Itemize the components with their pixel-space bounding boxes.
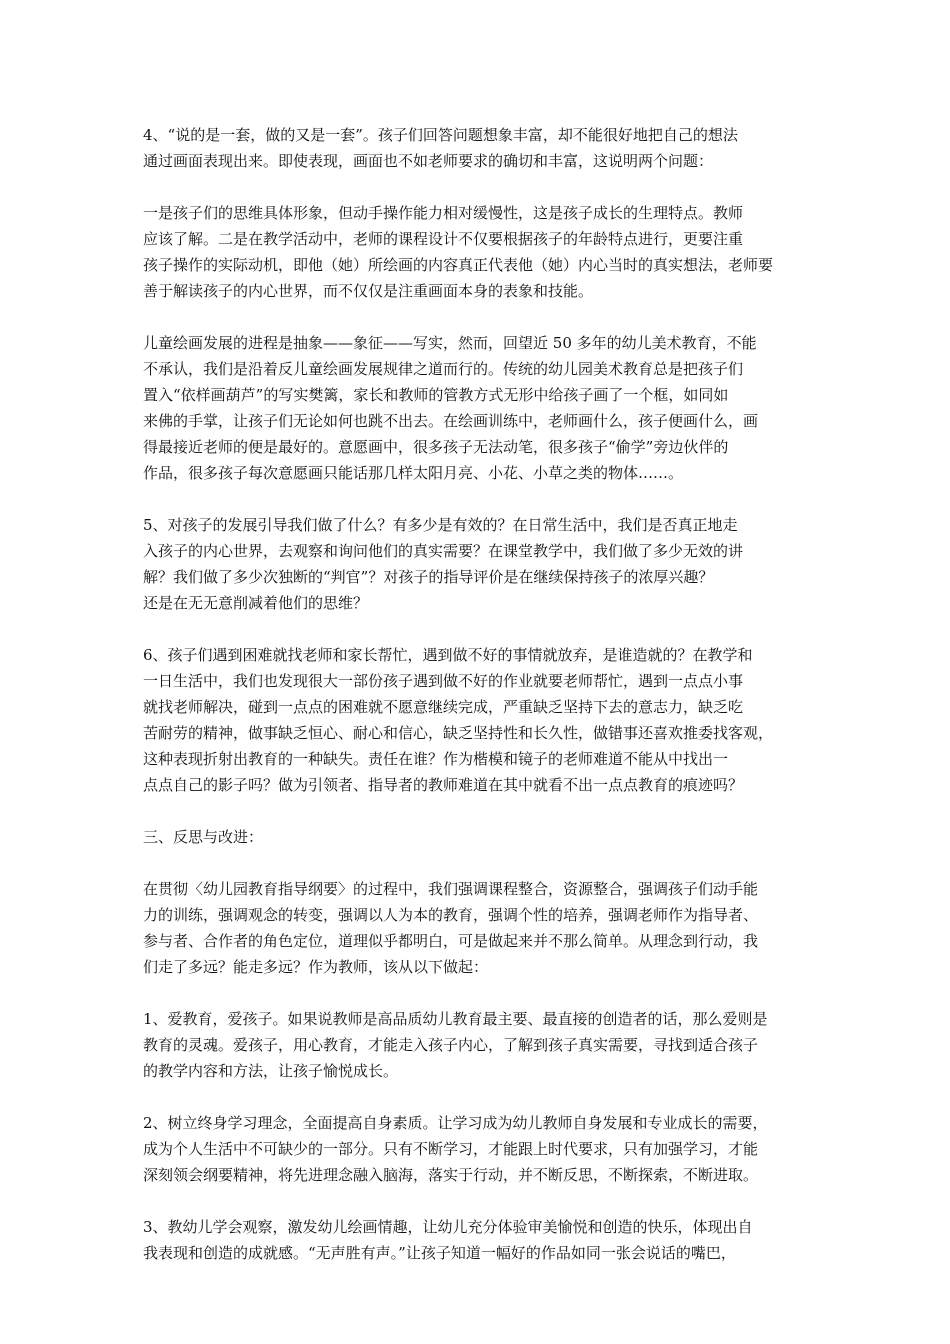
text-line: 一是孩子们的思维具体形象，但动手操作能力相对缓慢性，这是孩子成长的生理特点。教师 — [143, 204, 744, 222]
text-line: 的教学内容和方法，让孩子愉悦成长。 — [143, 1062, 399, 1080]
text-line: 5、对孩子的发展引导我们做了什么？有多少是有效的？在日常生活中，我们是否真正地走 — [143, 516, 738, 534]
text-line: 我表现和创造的成就感。“无声胜有声。”让孩子知道一幅好的作品如同一张会说话的嘴巴， — [143, 1244, 736, 1262]
text-line: 点点自己的影子吗？做为引领者、指导者的教师难道在其中就看不出一点点教育的痕迹吗？ — [143, 776, 744, 794]
text-line: 孩子操作的实际动机，即他（她）所绘画的内容真正代表他（她）内心当时的真实想法，老师要 — [143, 256, 774, 274]
section-heading-reflection — [143, 824, 815, 850]
text-line: 入孩子的内心世界，去观察和询问他们的真实需要？在课堂教学中，我们做了多少无效的讲 — [143, 542, 744, 560]
paragraph-guideline-implementation — [143, 876, 815, 980]
text-line: 善于解读孩子的内心世界，而不仅仅是注重画面本身的表象和技能。 — [143, 282, 594, 300]
text-line: 1、爱教育，爱孩子。如果说教师是高品质幼儿教育最主要、最直接的创造者的话，那么爱则是 — [143, 1010, 768, 1028]
text-line: 们走了多远？能走多远？作为教师，该从以下做起： — [143, 958, 489, 976]
text-line: 苦耐劳的精神，做事缺乏恒心、耐心和信心，缺乏坚持性和长久性，做错事还喜欢推委找客观， — [143, 724, 774, 742]
text-line: 6、孩子们遇到困难就找老师和家长帮忙，遇到做不好的事情就放弃，是谁造就的？在教学和 — [143, 646, 753, 664]
text-line: 置入“依样画葫芦”的写实樊篱，家长和教师的管教方式无形中给孩子画了一个框，如同如 — [143, 386, 729, 404]
text-line: 深刻领会纲要精神，将先进理念融入脑海，落实于行动，并不断反思，不断探索，不断进取。 — [143, 1166, 759, 1184]
paragraph-improvement-2 — [143, 1110, 815, 1188]
text-line: 这种表现折射出教育的一种缺失。责任在谁？作为楷模和镜子的老师难道不能从中找出一 — [143, 750, 729, 768]
text-line: 应该了解。二是在教学活动中，老师的课程设计不仅要根据孩子的年龄特点进行，更要注重 — [143, 230, 744, 248]
text-line: 解？我们做了多少次独断的“判官”？对孩子的指导评价是在继续保持孩子的浓厚兴趣？ — [143, 568, 714, 586]
text-line: 4、“说的是一套，做的又是一套”。孩子们回答问题想象丰富，却不能很好地把自己的想法 — [143, 126, 738, 144]
text-line: 来佛的手掌，让孩子们无论如何也跳不出去。在绘画训练中，老师画什么，孩子便画什么，画 — [143, 412, 759, 430]
document-body — [143, 122, 815, 1292]
paragraph-improvement-1 — [143, 1006, 815, 1084]
text-line: 一日生活中，我们也发现很大一部份孩子遇到做不好的作业就要老师帮忙，遇到一点点小事 — [143, 672, 744, 690]
text-line: 儿童绘画发展的进程是抽象——象征——写实，然而，回望近 50 多年的幼儿美术教育，不能 — [143, 334, 757, 352]
text-line: 还是在无无意削减着他们的思维？ — [143, 594, 369, 612]
text-line: 力的训练，强调观念的转变，强调以人为本的教育，强调个性的培养，强调老师作为指导者、 — [143, 906, 759, 924]
paragraph-point-5 — [143, 512, 815, 616]
paragraph-point-4 — [143, 122, 815, 174]
text-line: 就找老师解决，碰到一点点的困难就不愿意继续完成，严重缺乏坚持下去的意志力，缺乏吃 — [143, 698, 744, 716]
paragraph-point-6 — [143, 642, 815, 798]
paragraph-drawing-development — [143, 330, 815, 486]
text-line: 教育的灵魂。爱孩子，用心教育，才能走入孩子内心，了解到孩子真实需要，寻找到适合孩子 — [143, 1036, 759, 1054]
text-line: 得最接近老师的便是最好的。意愿画中，很多孩子无法动笔，很多孩子“偷学”旁边伙伴的 — [143, 438, 729, 456]
text-line: 通过画面表现出来。即使表现，画面也不如老师要求的确切和丰富，这说明两个问题： — [143, 152, 714, 170]
text-line: 成为个人生活中不可缺少的一部分。只有不断学习，才能跟上时代要求，只有加强学习，才能 — [143, 1140, 759, 1158]
text-line: 2、树立终身学习理念，全面提高自身素质。让学习成为幼儿教师自身发展和专业成长的需要， — [143, 1114, 768, 1132]
text-line: 在贯彻〈幼儿园教育指导纲要〉的过程中，我们强调课程整合，资源整合，强调孩子们动手能 — [143, 880, 759, 898]
paragraph-two-problems — [143, 200, 815, 304]
text-line: 参与者、合作者的角色定位，道理似乎都明白，可是做起来并不那么简单。从理念到行动，我 — [143, 932, 759, 950]
paragraph-improvement-3 — [143, 1214, 815, 1266]
text-line: 作品，很多孩子每次意愿画只能话那几样太阳月亮、小花、小草之类的物体……。 — [143, 464, 684, 482]
text-line: 3、教幼儿学会观察，激发幼儿绘画情趣，让幼儿充分体验审美愉悦和创造的快乐，体现出自 — [143, 1218, 753, 1236]
text-line: 三、反思与改进： — [143, 828, 264, 846]
text-line: 不承认，我们是沿着反儿童绘画发展规律之道而行的。传统的幼儿园美术教育总是把孩子们 — [143, 360, 744, 378]
